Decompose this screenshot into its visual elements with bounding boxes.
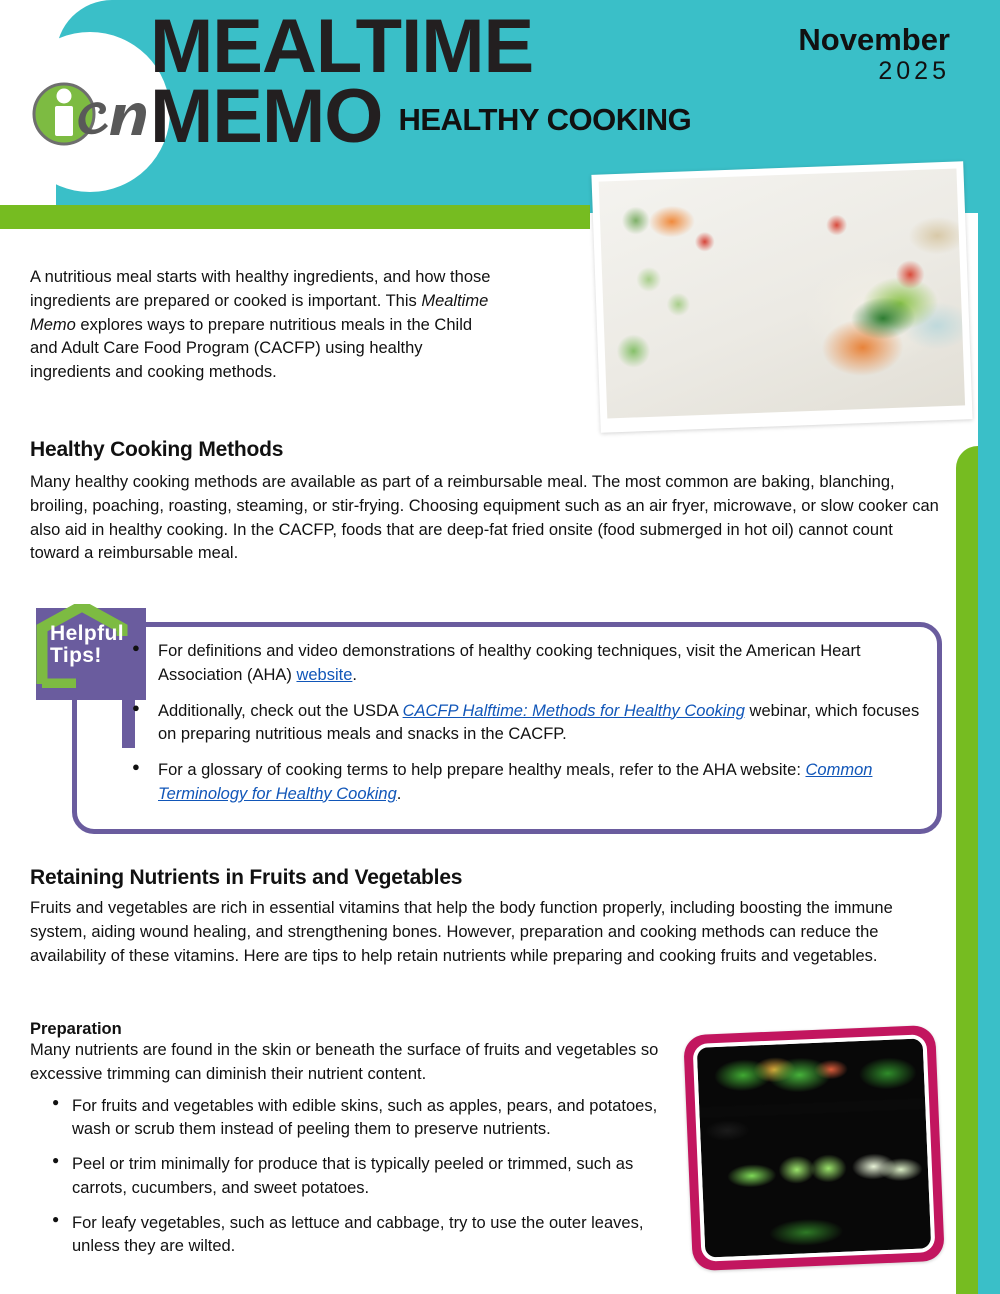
retaining-heading: Retaining Nutrients in Fruits and Vegetables xyxy=(30,866,463,889)
green-right-accent-bar xyxy=(956,446,978,1294)
tips-item-link[interactable]: Common Terminology for Healthy Cooking xyxy=(158,761,873,803)
preparation-list-item: ● For leafy vegetables, such as lettuce and cabbage, try to use the outer leaves, unless they are wilted. xyxy=(30,1212,680,1260)
preparation-heading: Preparation xyxy=(30,1020,122,1038)
tips-list-item xyxy=(124,759,924,807)
methods-body: Many healthy cooking methods are available as part of a reimbursable meal. The most common are baking, blanching, broiling, poaching, roasting, steaming, or stir-frying. Choosing equipment such as an air fryer, microwave, or slow cooker can also aid in healthy cooking. In the CACFP, foods that are deep-fat fried onsite (food submerged in hot oil) cannot count toward a reimbursable meal. xyxy=(30,473,939,563)
intro-paragraph xyxy=(30,266,498,385)
methods-heading: Healthy Cooking Methods xyxy=(30,438,284,461)
tips-list-item xyxy=(124,700,924,748)
tips-item-link[interactable]: CACFP Halftime: Methods for Healthy Cooking xyxy=(402,701,745,720)
hero-photo-image xyxy=(599,169,965,419)
preparation-bullet-list xyxy=(30,1095,680,1260)
tips-badge-line-1: Helpful xyxy=(50,622,124,645)
tips-item-text-after: webinar, which focuses on preparing nutritious meals and snacks in the CACFP. xyxy=(158,701,920,744)
preparation-body: Many nutrients are found in the skin or beneath the surface of fruits and vegetables so excessive trimming can diminish their nutrient content. xyxy=(30,1041,659,1083)
icn-logo xyxy=(30,72,155,152)
preparation-list-item: ● For fruits and vegetables with edible skins, such as apples, pears, and potatoes, wash or scrub them instead of peeling them to preserve nutrients. xyxy=(30,1095,680,1143)
tips-item-link[interactable]: website xyxy=(296,665,353,684)
tips-item-text-after: . xyxy=(396,784,402,803)
intro-text-part2: explores ways to prepare nutritious meals in the Child and Adult Care Food Program (CACFP) using healthy ingredients and cooking methods. xyxy=(30,315,473,381)
retaining-body: Fruits and vegetables are rich in essential vitamins that help the body function properly, including boosting the immune system, aiding wound healing, and strengthening bones. However, preparation and cooking methods can reduce the availability of these vitamins. Here are tips to help retain nutrients while preparing and cooking fruits and vegetables. xyxy=(30,899,893,965)
issue-month: November xyxy=(798,22,950,57)
masthead-title xyxy=(150,4,692,159)
tips-bullet-list xyxy=(124,640,924,807)
tips-list-item xyxy=(124,640,924,688)
preparation-list-item: ● Peel or trim minimally for produce that is typically peeled or trimmed, such as carrots, cucumbers, and sweet potatoes. xyxy=(30,1153,680,1201)
hero-photo xyxy=(591,161,972,432)
issue-subtitle: HEALTHY COOKING xyxy=(398,101,692,137)
issue-date xyxy=(798,24,950,85)
intro-italic-title: Mealtime Memo xyxy=(30,291,489,334)
issue-year: 2025 xyxy=(878,56,950,85)
produce-photo-image xyxy=(697,1038,932,1257)
produce-photo xyxy=(683,1025,945,1271)
tips-badge-line-2: Tips! xyxy=(50,644,102,668)
tips-item-text-before: For a glossary of cooking terms to help prepare healthy meals, refer to the AHA website: xyxy=(158,761,806,779)
produce-photo-frame xyxy=(693,1034,936,1262)
tips-item-text-after: . xyxy=(352,665,358,684)
section-healthy-cooking-methods xyxy=(30,438,942,566)
title-line-2: MEMO xyxy=(150,73,383,159)
section-retaining-nutrients xyxy=(30,866,938,968)
section-preparation xyxy=(30,1020,680,1270)
intro-text-part1: A nutritious meal starts with healthy ingredients, and how those ingredients are prepared or cooked is important. This xyxy=(30,268,491,310)
title-line-1: MEALTIME xyxy=(150,4,534,89)
tips-item-text-before: For definitions and video demonstrations of healthy cooking techniques, visit the American Heart Association (AHA) xyxy=(158,642,861,684)
header-green-underline xyxy=(0,205,590,229)
teal-right-accent-bar xyxy=(978,0,1000,1294)
tips-item-text-before: Additionally, check out the USDA xyxy=(158,701,403,720)
